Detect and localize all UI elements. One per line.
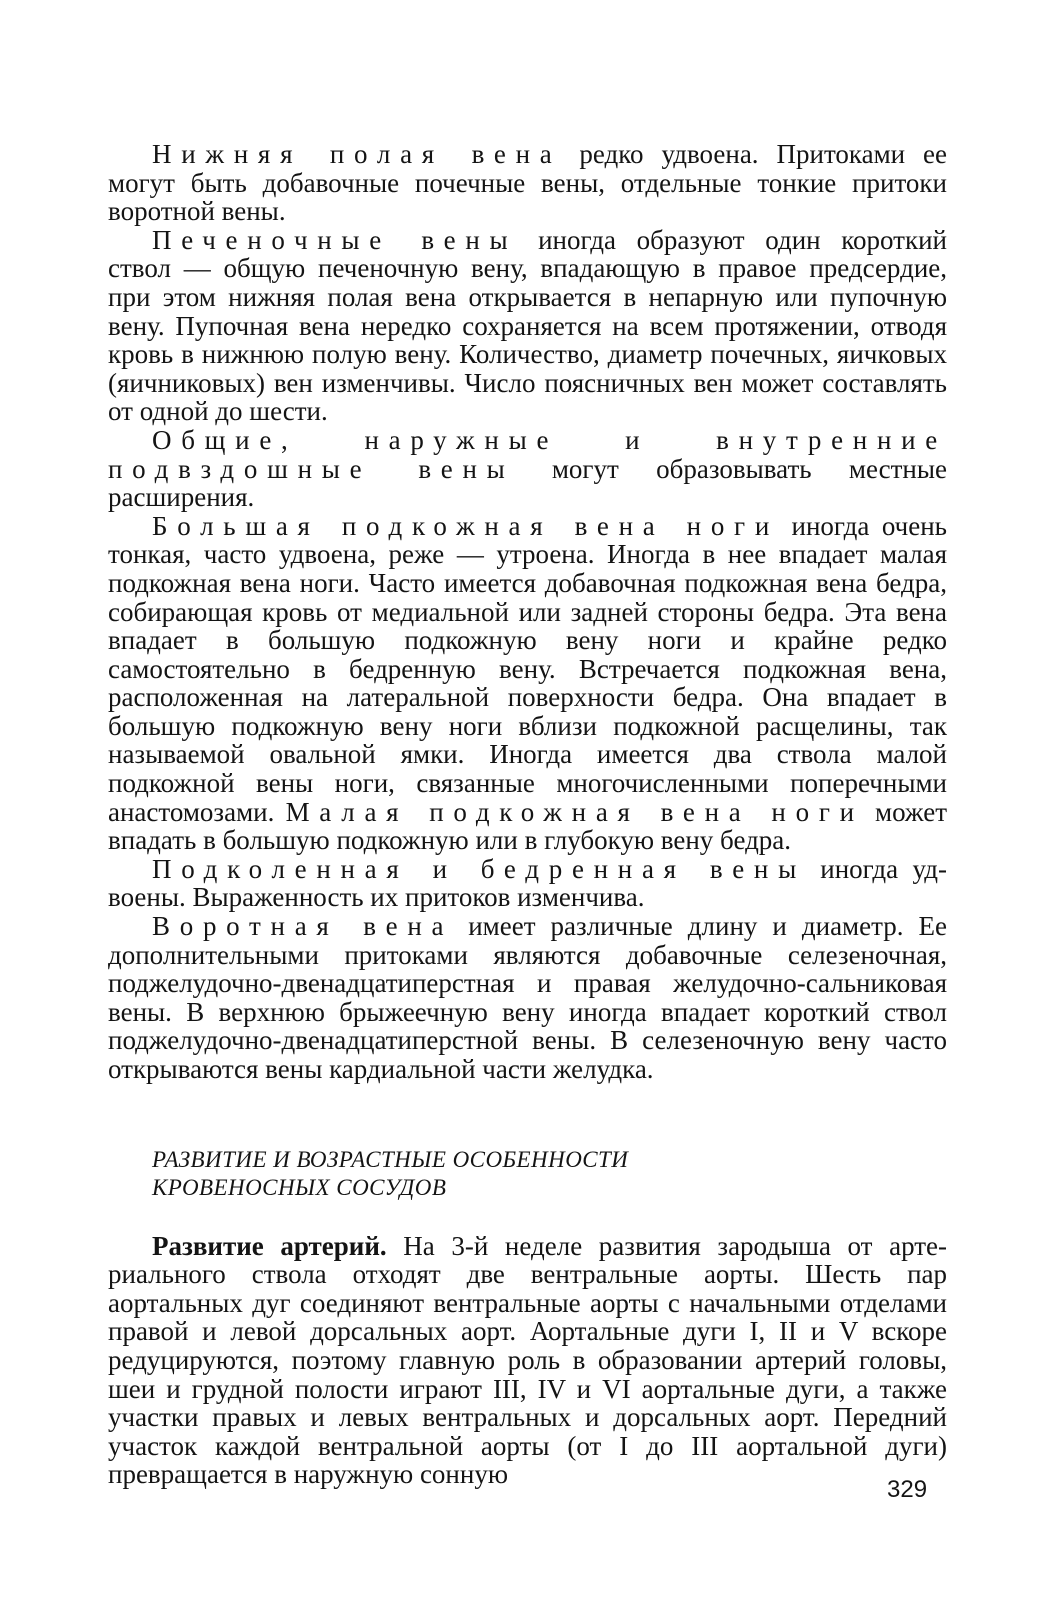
paragraph-term-secondary: Малая подкожная вена ноги xyxy=(285,796,864,827)
paragraph-popliteal-femoral-veins xyxy=(108,855,947,912)
paragraph-text: иногда удвоены. Выраженность их притоков изменчива. xyxy=(108,853,947,913)
paragraph-arteries-development xyxy=(108,1232,947,1489)
paragraph-inferior-vena-cava xyxy=(108,140,947,226)
page-body xyxy=(108,140,947,1489)
paragraph-text: иногда образуют один короткий ствол — общую печеночную вену, впадающую в правое предсердие, при этом нижняя полая вена открывается в непарную или пупочную вену. Пупочная вена нередко сохраняется на всем протяжении, отводя кровь в нижнюю полую вену. Количество, диаметр почечных, яичковых (яичниковых) вен изменчивы. Число поясничных вен может составлять от одной до шести. xyxy=(108,224,947,427)
paragraph-term: Большая подкожная вена ноги xyxy=(152,510,780,541)
paragraph-text: На 3-й неделе развития зародыша от артериального ствола отходят две вентральные аорты. Шесть пар аортальных дуг соединяют вентральные аорты с начальными отделами правой и левой дорсальных аорт. Аортальные дуги I, II и V вскоре редуцируются, поэтому главную роль в образовании артерий головы, шеи и грудной полости играют III, IV и VI аортальные дуги, а также участки правых и левых вентральных и дорсальных аорт. Передний участок каждой вентральной аорты (от I до III аортальной дуги) превращается в наружную сонную xyxy=(108,1230,947,1490)
paragraph-portal-vein xyxy=(108,912,947,1084)
paragraph-text: имеет различные длину и диаметр. Ее дополнительными притоками являются добавочные селезеночная, поджелудочно-двенадцатиперстная и правая желудочно-сальниковая вены. В верхнюю брыжеечную вену иногда впадает короткий ствол поджелудочно-двенадцатиперстной вены. В селезеночную вену часто открываются вены кардиальной части желудка. xyxy=(108,911,948,1084)
paragraph-hepatic-veins xyxy=(108,226,947,426)
paragraph-term: Общие, наружные и внутренние подвздошные вены xyxy=(108,424,947,484)
paragraph-lead: Развитие артерий. xyxy=(152,1230,387,1261)
paragraph-text-secondary: может впадать в большую подкожную или в глубокую вену бедра. xyxy=(108,796,948,856)
paragraph-term: Печеночные вены xyxy=(152,224,518,255)
section-heading-line: КРОВЕНОСНЫХ СОСУДОВ xyxy=(152,1174,447,1200)
page-number: 329 xyxy=(887,1476,928,1503)
section-heading xyxy=(108,1146,947,1202)
paragraph-text: могут образовывать местные расширения. xyxy=(108,453,948,513)
section-heading-line: РАЗВИТИЕ И ВОЗРАСТНЫЕ ОСОБЕННОСТИ xyxy=(152,1146,629,1172)
paragraph-text: редко удвоена. Притоками ее могут быть добавочные почечные вены, отдельные тонкие притоки воротной вены. xyxy=(108,139,948,227)
paragraph-term: Нижняя полая вена xyxy=(152,139,562,169)
paragraph-iliac-veins xyxy=(108,426,947,512)
paragraph-term: Воротная вена xyxy=(152,911,454,942)
paragraph-text: иногда очень тонкая, часто удвоена, реже — утроена. Иногда в нее впадает малая подкожная вена ноги. Часто имеется добавочная подкожная вена бедра, собирающая кровь от медиальной или задней стороны бедра. Эта вена впадает в большую подкожную вену ноги и крайне редко самостоятельно в бедренную вену. Встречается подкожная вена, расположенная на латеральной поверхности бедра. Она впадает в большую подкожную вену ноги вблизи подкожной расщелины, так называемой овальной ямки. Иногда имеется два ствола малой подкожной вены ноги, связанные многочисленными поперечными анастомозами. xyxy=(108,510,947,827)
paragraph-great-saphenous-vein xyxy=(108,512,947,855)
paragraph-term: Подколенная и бедренная вены xyxy=(152,853,806,884)
